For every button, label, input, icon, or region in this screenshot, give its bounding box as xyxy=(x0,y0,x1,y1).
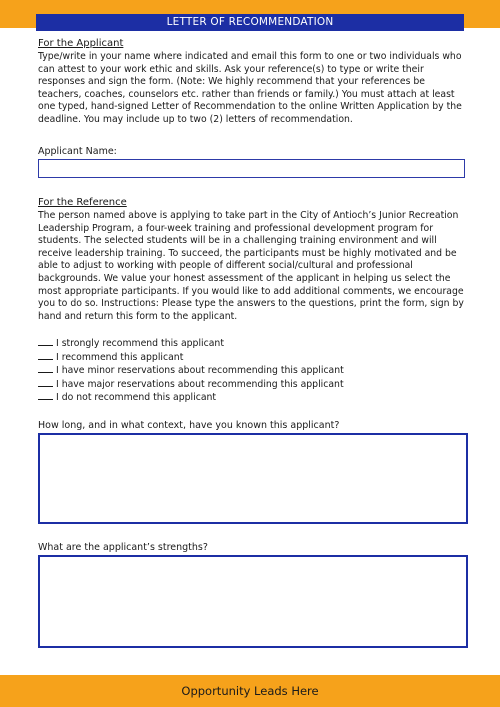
footer-tagline: Opportunity Leads Here xyxy=(0,675,500,707)
applicant-name-label: Applicant Name: xyxy=(38,146,117,157)
recommendation-option[interactable]: I have major reservations about recommending this applicant xyxy=(38,378,344,392)
applicant-section-heading: For the Applicant xyxy=(38,38,124,49)
applicant-name-field[interactable] xyxy=(38,159,465,178)
recommendation-option[interactable]: I have minor reservations about recommending this applicant xyxy=(38,364,344,378)
question-strengths-answer[interactable] xyxy=(38,555,468,648)
reference-section-heading: For the Reference xyxy=(38,197,127,208)
question-strengths-label: What are the applicant’s strengths? xyxy=(38,542,208,553)
checkbox-blank[interactable] xyxy=(38,378,53,387)
checkbox-blank[interactable] xyxy=(38,364,53,373)
recommendation-option[interactable]: I strongly recommend this applicant xyxy=(38,337,344,351)
checkbox-blank[interactable] xyxy=(38,351,53,360)
reference-instructions: The person named above is applying to take part in the City of Antioch’s Junior Recreation Leadership Program, a four-week training and professional development program for students. The selected students will be in a challenging training environment and will receive leadership training. To succeed, the participants must be highly motivated and be able to adjust to working with people of different social/cultural and professional backgrounds. We value your honest assessment of the applicant in helping us select the most appropriate participants. If you would like to add additional comments, we encourage you to do so. Instructions: Please type the answers to the questions, print the form, sign by hand and return this form to the applicant. xyxy=(38,210,464,322)
recommendation-option[interactable]: I recommend this applicant xyxy=(38,351,344,365)
page-title: LETTER OF RECOMMENDATION xyxy=(36,14,464,31)
checkbox-blank[interactable] xyxy=(38,337,53,346)
recommendation-option[interactable]: I do not recommend this applicant xyxy=(38,391,344,405)
question-known-how-long-answer[interactable] xyxy=(38,433,468,524)
recommendation-options xyxy=(38,337,344,405)
checkbox-blank[interactable] xyxy=(38,391,53,400)
applicant-instructions: Type/write in your name where indicated and email this form to one or two individuals who can attest to your work ethic and skills. Ask your reference(s) to type or write their responses and sign the form. (Note: We highly recommend that your references be teachers, coaches, counselors etc. rather than friends or family.) You must attach at least one typed, hand-signed Letter of Recommendation to the online Written Application by the deadline. You may include up to two (2) letters of recommendation. xyxy=(38,51,462,125)
question-known-how-long-label: How long, and in what context, have you known this applicant? xyxy=(38,420,340,431)
